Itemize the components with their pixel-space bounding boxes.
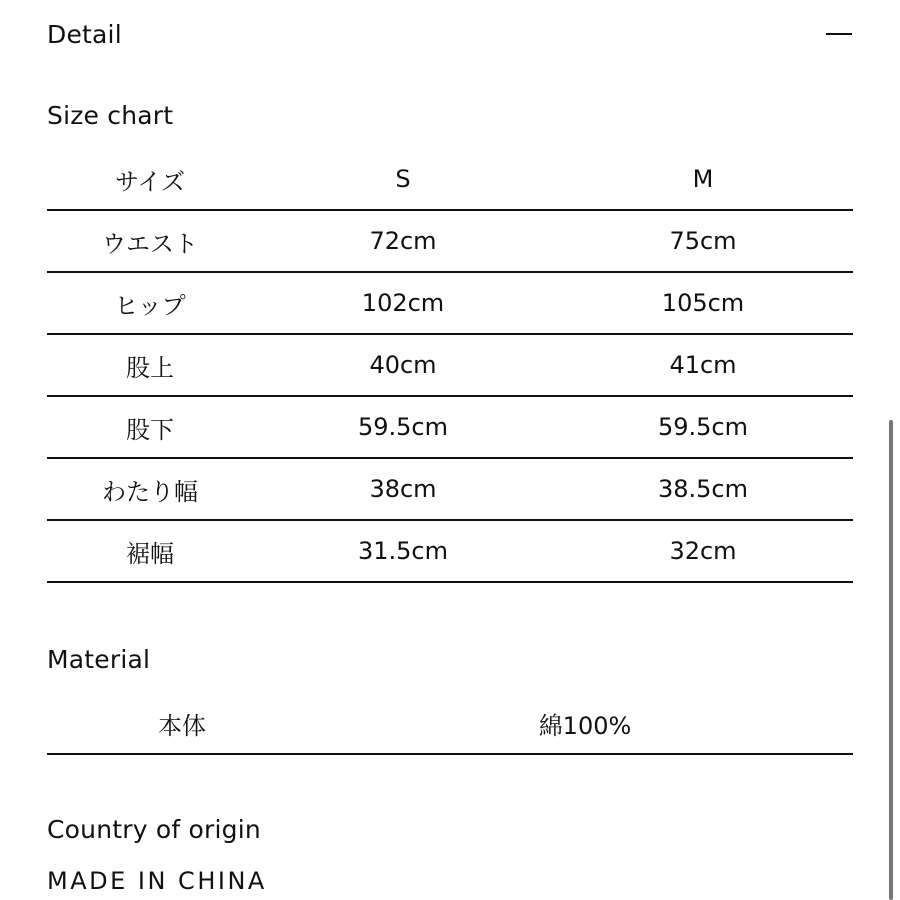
table-row: [47, 396, 853, 458]
row-s-value: 38cm: [253, 458, 553, 520]
country-of-origin-title: Country of origin: [47, 815, 261, 844]
row-label: 股下: [47, 396, 253, 458]
table-row: [47, 693, 853, 754]
country-of-origin-value: MADE IN CHINA: [47, 867, 267, 895]
material-part: 本体: [47, 693, 317, 754]
row-m-value: 41cm: [553, 334, 853, 396]
row-s-value: 72cm: [253, 210, 553, 272]
row-s-value: 40cm: [253, 334, 553, 396]
row-m-value: 105cm: [553, 272, 853, 334]
detail-accordion-header[interactable]: [47, 14, 852, 54]
material-table: [47, 693, 853, 755]
row-label: ヒップ: [47, 272, 253, 334]
size-chart-title: Size chart: [47, 101, 174, 130]
row-s-value: 31.5cm: [253, 520, 553, 582]
row-m-value: 75cm: [553, 210, 853, 272]
minus-icon[interactable]: [826, 21, 852, 47]
table-row: [47, 210, 853, 272]
row-m-value: 59.5cm: [553, 396, 853, 458]
row-label: 裾幅: [47, 520, 253, 582]
size-chart-table: [47, 149, 853, 583]
header-size: サイズ: [47, 149, 253, 210]
detail-title: Detail: [47, 19, 122, 49]
material-title: Material: [47, 645, 151, 674]
table-row: [47, 520, 853, 582]
header-s: S: [253, 149, 553, 210]
row-m-value: 38.5cm: [553, 458, 853, 520]
row-m-value: 32cm: [553, 520, 853, 582]
row-s-value: 59.5cm: [253, 396, 553, 458]
row-label: 股上: [47, 334, 253, 396]
material-composition: 綿100%: [317, 693, 853, 754]
header-m: M: [553, 149, 853, 210]
row-label: ウエスト: [47, 210, 253, 272]
row-s-value: 102cm: [253, 272, 553, 334]
table-row: [47, 458, 853, 520]
vertical-scrollbar[interactable]: [889, 420, 893, 900]
table-header-row: [47, 149, 853, 210]
table-row: [47, 334, 853, 396]
table-row: [47, 272, 853, 334]
row-label: わたり幅: [47, 458, 253, 520]
